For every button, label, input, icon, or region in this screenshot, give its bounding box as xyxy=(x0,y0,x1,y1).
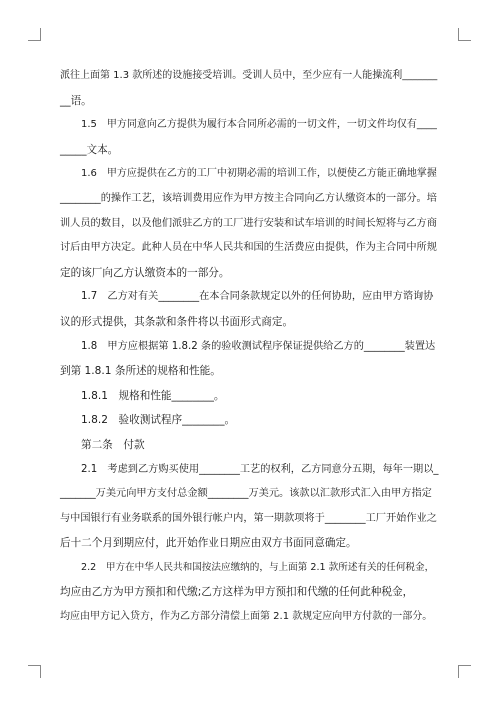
paragraph-line: 1.6 甲方应提供在乙方的工厂中初期必需的培训工作，以便使乙方能正确地掌握 xyxy=(81,168,437,180)
paragraph-line: 定的该厂向乙方认缴资本的一部分。 xyxy=(60,266,230,279)
paragraph-line: 1.5 甲方同意向乙方提供为履行本合同所必需的一切文件，一切文件均仅有____ xyxy=(81,119,437,131)
paragraph-line: 与中国银行有业务联系的国外银行帐户内，第一期款项将于________工厂开始作业之 xyxy=(60,512,437,524)
paragraph xyxy=(60,384,438,409)
paragraph-line: 讨后由甲方决定。此种人员在中华人民共和国的生活费应由提供，作为主合同中所规 xyxy=(60,242,437,254)
paragraph-line: 后十二个月到期应付，此开始作业日期应由双方书面同意确定。 xyxy=(60,537,357,550)
paragraph-line: 议的形式提供，其条款和条件将以书面形式商定。 xyxy=(60,315,294,328)
paragraph-line: 1.7 乙方对有关________在本合同条款规定以外的任何协助，应由甲方谘询协 xyxy=(81,291,434,303)
paragraph xyxy=(60,162,438,285)
paragraph xyxy=(60,458,438,556)
paragraph-line: 派往上面第 1.3 款所述的设施接受培训。受训人员中，至少应有一人能操流利_______ xyxy=(60,70,438,81)
paragraph xyxy=(60,64,438,113)
paragraph-line: 1.8.1 规格和性能________。 xyxy=(81,389,225,402)
paragraph xyxy=(60,285,438,334)
crop-mark-bottom-left xyxy=(28,665,41,678)
document-body xyxy=(60,64,438,630)
crop-mark-top-right xyxy=(458,28,471,41)
paragraph xyxy=(60,113,438,162)
paragraph-line: 到第 1.8.1 条所述的规格和性能。 xyxy=(60,365,221,378)
paragraph xyxy=(60,556,438,630)
paragraph-line: 第二条 付款 xyxy=(81,438,145,451)
paragraph xyxy=(60,408,438,433)
paragraph-line: 训人员的数目，以及他们派驻乙方的工厂进行安装和试车培训的时间长短将与乙方商 xyxy=(60,217,437,229)
paragraph-line: 1.8.2 验收测试程序________。 xyxy=(81,414,236,427)
paragraph-line: 均应由甲方记入贷方，作为乙方部分清偿上面第 2.1 款规定应向甲方付款的一部分。 xyxy=(60,611,433,623)
crop-mark-bottom-right xyxy=(458,665,471,678)
paragraph xyxy=(60,335,438,384)
paragraph-line: _____文本。 xyxy=(60,143,119,156)
paragraph-line: 1.8 甲方应根据第 1.8.2 条的验收测试程序保证提供给乙方的________装置达 xyxy=(81,340,436,352)
crop-mark-top-left xyxy=(28,28,41,41)
paragraph-line: 2.1 考虑到乙方购买使用________工艺的权利，乙方同意分五期，每年一期以_ xyxy=(81,463,439,475)
paragraph-line: ________的操作工艺，该培训费用应作为甲方按主合同向乙方认缴资本的一部分。培 xyxy=(60,192,437,204)
paragraph-line: 均应由乙方为甲方预扣和代缴;乙方这样为甲方预扣和代缴的任何此种税金， xyxy=(60,586,414,599)
paragraph-line: _______万美元向甲方支付总金额________万美元。该款以汇款形式汇入由甲方指定 xyxy=(60,488,432,500)
paragraph-line: 2.2 甲方在中华人民共和国按法应缴纳的，与上面第 2.1 款所述有关的任何税金， xyxy=(81,561,435,573)
paragraph xyxy=(60,433,438,458)
paragraph-line: __语。 xyxy=(60,94,92,107)
